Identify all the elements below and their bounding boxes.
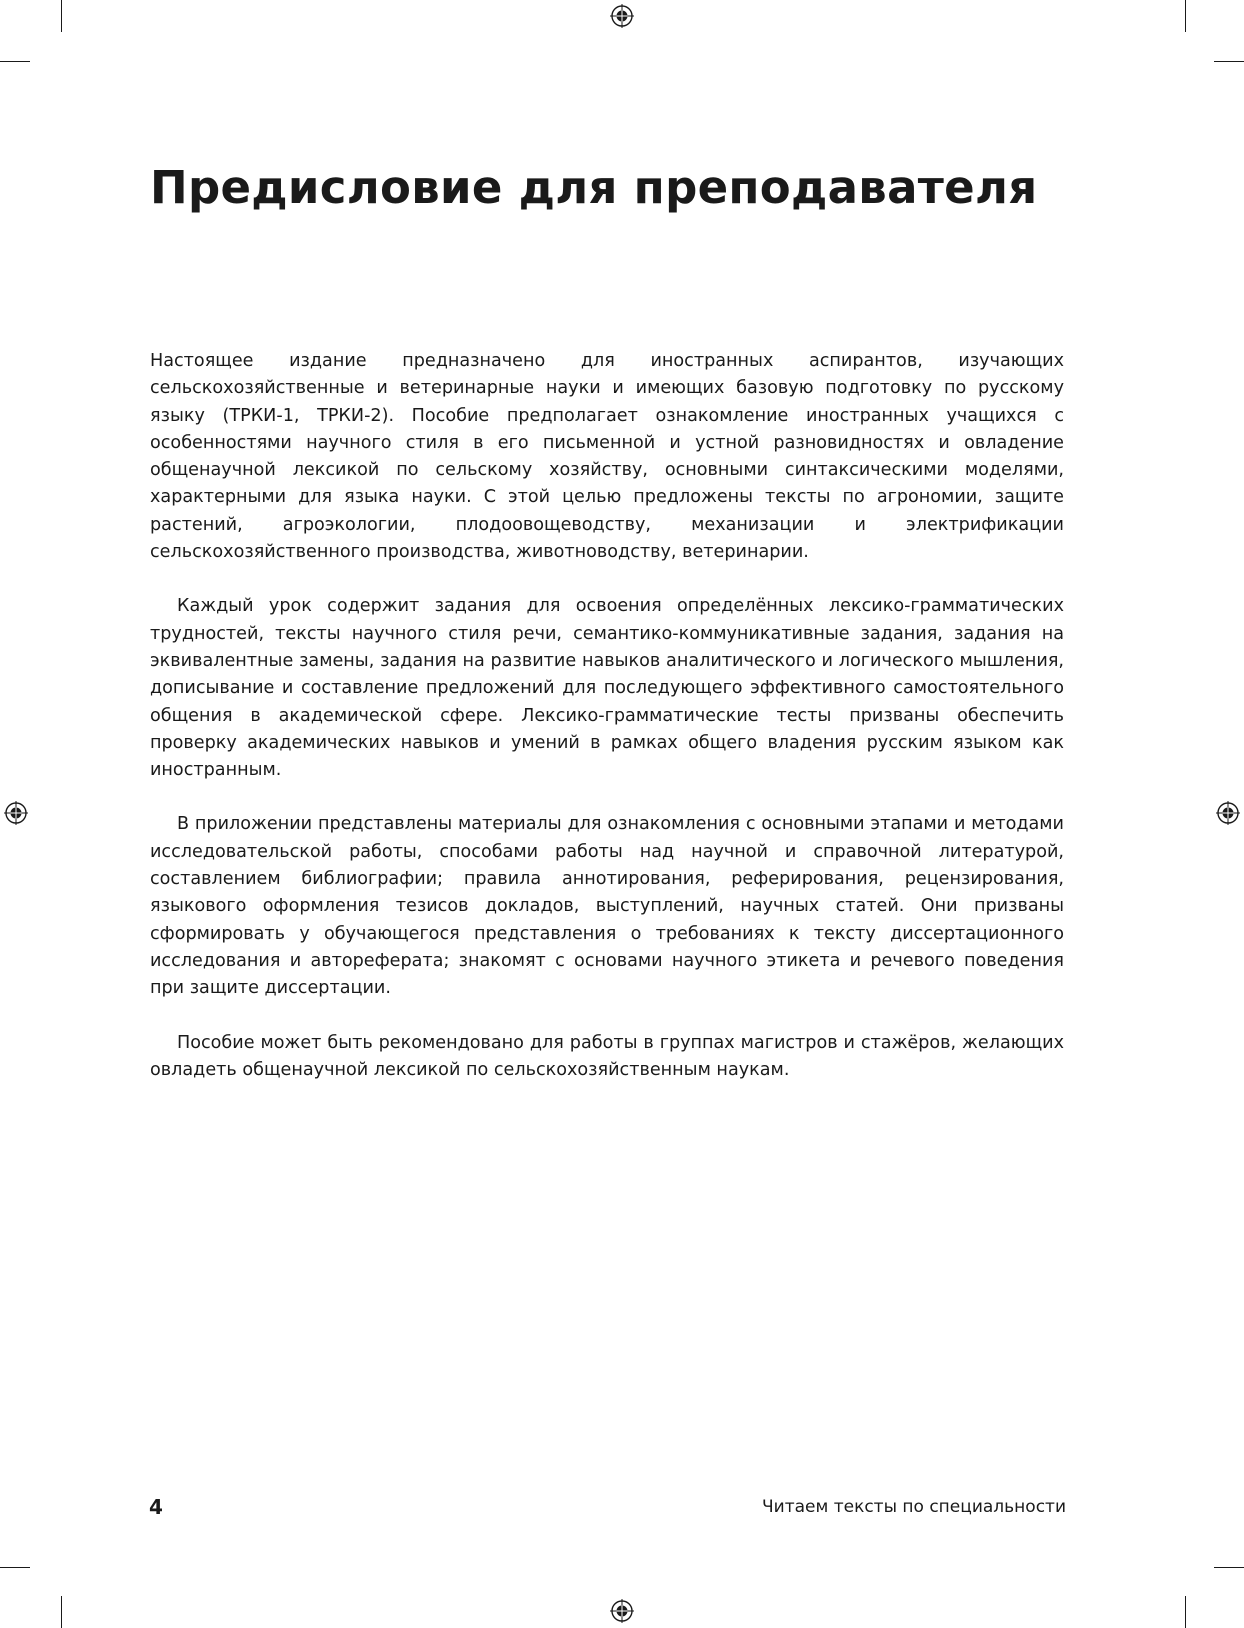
paragraph-recommendation: Пособие может быть рекомендовано для работы в группах магистров и стажёров, желающих овладеть общенаучной лексикой по сельскохозяйственным наукам.	[150, 1032, 1064, 1080]
paragraph-intro: Настоящее издание предназначено для иностранных аспирантов, изучающих сельскохозяйственные и ветеринарные науки и имеющих базовую подготовку по русскому языку (ТРКИ-1, ТРКИ-2). Пособие предполагает ознакомление иностранных учащихся с особенностями научного стиля в его письменной и устной разновидностях и овладение общенаучной лексикой по сельскому хозяйству, основными синтаксическими моделями, характерными для языка науки. С этой целью предложены тексты по агрономии, защите растений, агроэкологии, плодоовощеводству, механизации и электрификации сельскохозяйственного производства, животноводству, ветеринарии.	[150, 351, 1064, 563]
paragraph-lessons: Каждый урок содержит задания для освоения определённых лексико-грамматических трудностей, тексты научного стиля речи, семантико-коммуникативные задания, задания на эквивалентные замены, задания на развитие навыков аналитического и логического мышления, дописывание и составление предложений для последующего эффективного самостоятельного общения в академической сфере. Лексико-грамматические тесты призваны обеспечить проверку академических навыков и умений в рамках общего владения русским языком как иностранным.	[150, 596, 1064, 781]
crop-mark-top-right	[1185, 0, 1186, 32]
registration-mark-icon	[610, 1599, 634, 1623]
crop-mark-left-top	[0, 61, 30, 62]
body-text	[150, 348, 1064, 1111]
registration-mark-icon	[610, 4, 634, 28]
page-number: 4	[149, 1495, 163, 1519]
page-title: Предисловие для преподавателя	[150, 161, 1038, 214]
crop-mark-left-bottom	[0, 1567, 30, 1568]
crop-mark-right-top	[1214, 61, 1244, 62]
crop-mark-right-bottom	[1214, 1567, 1244, 1568]
crop-mark-top-left	[61, 0, 62, 32]
running-footer-title: Читаем тексты по специальности	[762, 1497, 1066, 1517]
registration-mark-icon	[1216, 801, 1240, 825]
crop-mark-bottom-right	[1185, 1596, 1186, 1628]
paragraph-appendix: В приложении представлены материалы для ознакомления с основными этапами и методами исследовательской работы, способами работы над научной и справочной литературой, составлением библиографии; правила аннотирования, реферирования, рецензирования, языкового оформления тезисов докладов, выступлений, научных статей. Они призваны сформировать у обучающегося представления о требованиях к тексту диссертационного исследования и автореферата; знакомят с основами научного этикета и речевого поведения при защите диссертации.	[150, 814, 1064, 999]
crop-mark-bottom-left	[61, 1596, 62, 1628]
registration-mark-icon	[4, 801, 28, 825]
